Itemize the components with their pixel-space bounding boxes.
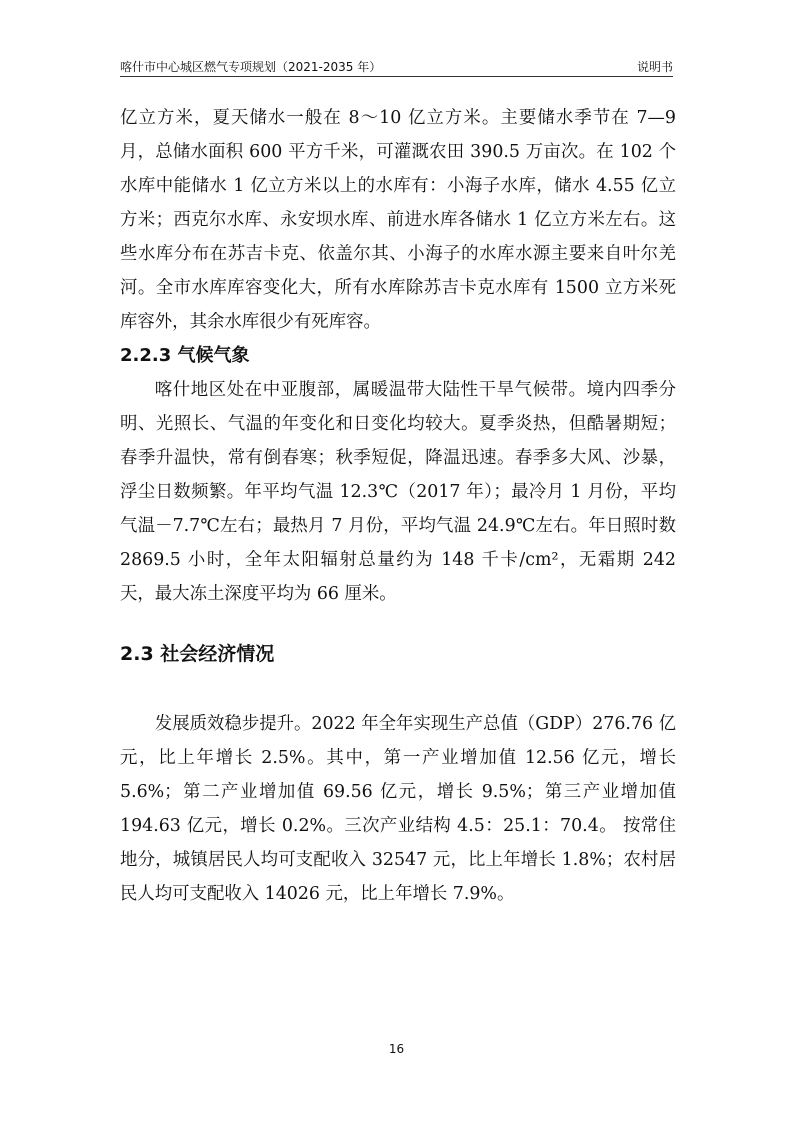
- page-content: [120, 101, 676, 911]
- document-title: 喀什市中心城区燃气专项规划（2021-2035 年）: [120, 60, 382, 74]
- section-heading-economy: 2.3 社会经济情况: [120, 643, 275, 665]
- page-number: 16: [388, 1042, 405, 1056]
- page-header: [120, 56, 673, 77]
- document-type-label: 说明书: [636, 60, 673, 74]
- paragraph-climate: 喀什地区处在中亚腹部，属暖温带大陆性干旱气候带。境内四季分明、光照长、气温的年变化和日变化均较大。夏季炎热，但酷暑期短；春季升温快，常有倒春寒；秋季短促，降温迅速。春季多大风、沙暴，浮尘日数频繁。年平均气温 12.3℃（2017 年）；最冷月 1 月份，平均气温－7.7℃左右；最热月 7 月份，平均气温 24.9℃左右。年日照时数 2869.5 小时，全年太阳辐射总量约为 148 千卡/cm²，无霜期 242 天，最大冻土深度平均为 66 厘米。: [120, 380, 676, 604]
- paragraph-reservoirs: 亿立方米，夏天储水一般在 8～10 亿立方米。主要储水季节在 7—9 月，总储水面积 600 平方千米，可灌溉农田 390.5 万亩次。在 102 个水库中能储水 1 亿立方米以上的水库有：小海子水库，储水 4.55 亿立方米；西克尔水库、永安坝水库、前进水库各储水 1 亿立方米左右。这些水库分布在苏吉卡克、依盖尔其、小海子的水库水源主要来自叶尔羌河。全市水库库容变化大，所有水库除苏吉卡克水库有 1500 立方米死库容外，其余水库很少有死库容。: [120, 108, 676, 332]
- section-heading-climate: 2.2.3 气候气象: [120, 345, 250, 366]
- paragraph-economy: 发展质效稳步提升。2022 年全年实现生产总值（GDP）276.76 亿元，比上年增长 2.5%。其中，第一产业增加值 12.56 亿元，增长 5.6%；第二产业增加值 69.56 亿元，增长 9.5%；第三产业增加值 194.63 亿元，增长 0.2%。三次产业结构 4.5：25.1：70.4。 按常住地分，城镇居民人均可支配收入 32547 元，比上年增长 1.8%；农村居民人均可支配收入 14026 元，比上年增长 7.9%。: [120, 714, 676, 904]
